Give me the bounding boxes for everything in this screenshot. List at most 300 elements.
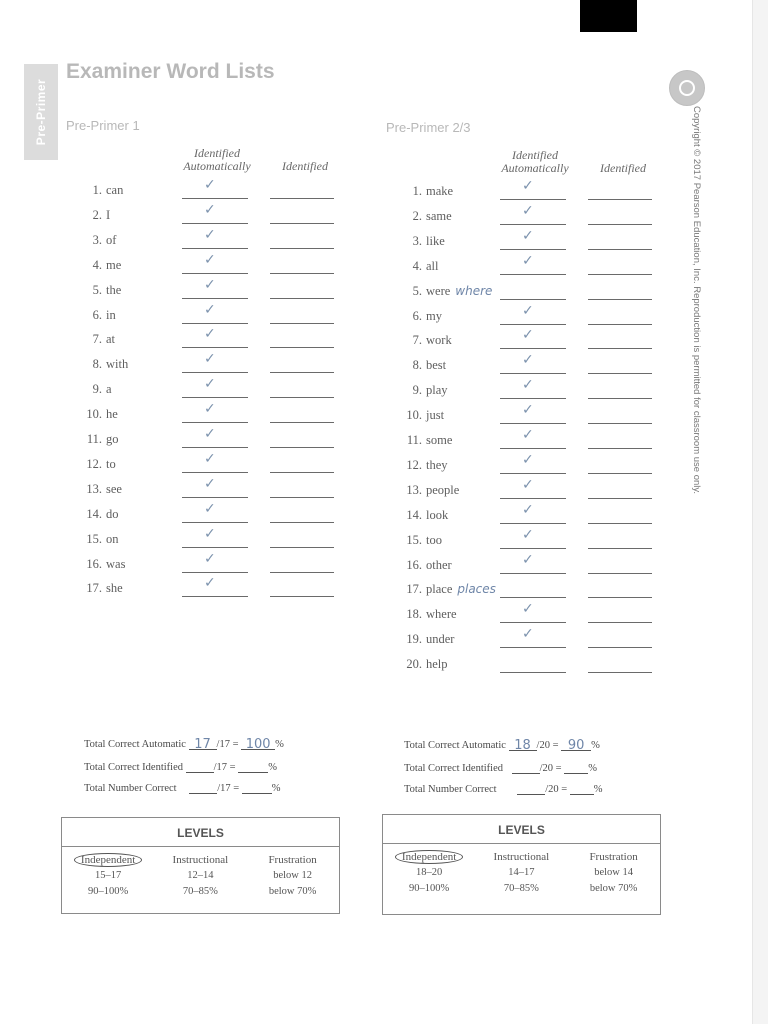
word-number: 5. — [92, 282, 102, 297]
identified-answer-line[interactable] — [588, 324, 652, 325]
word-number: 2. — [92, 207, 102, 222]
word-text — [426, 383, 448, 398]
word-row — [386, 458, 506, 480]
identified-answer-line[interactable] — [588, 224, 652, 225]
word-text — [106, 258, 121, 273]
word-label: where — [426, 607, 457, 622]
word-row — [66, 283, 186, 305]
check-mark-icon: ✓ — [204, 401, 216, 418]
word-label: best — [426, 358, 447, 373]
level-frustration-pct: below 70% — [589, 883, 638, 894]
word-label: do — [106, 506, 119, 521]
identified-answer-line[interactable] — [270, 422, 334, 423]
identified-answer-line[interactable] — [588, 373, 652, 374]
check-mark-icon: ✓ — [522, 427, 534, 443]
word-number: 4. — [92, 257, 102, 272]
identified-answer-line[interactable] — [270, 372, 334, 373]
check-mark-icon: ✓ — [522, 252, 534, 269]
word-label: other — [426, 557, 452, 572]
word-label: under — [426, 632, 455, 647]
word-number: 4. — [412, 258, 422, 273]
word-text — [106, 382, 112, 397]
identified-answer-line[interactable] — [270, 273, 334, 274]
word-row — [386, 333, 506, 355]
copyright-text: Copyright © 2017 Pearson Education, Inc. Reproduction is permitted for classroom use only. — [691, 106, 702, 495]
identified-answer-line[interactable] — [270, 522, 334, 523]
word-label: look — [426, 507, 449, 522]
check-mark-icon: ✓ — [204, 226, 216, 243]
automatic-answer-line[interactable] — [182, 547, 248, 548]
word-label: to — [106, 456, 116, 471]
word-label: a — [106, 382, 112, 397]
word-number: 1. — [412, 184, 422, 198]
identified-answer-line[interactable] — [270, 497, 334, 498]
automatic-answer-line[interactable] — [500, 224, 566, 225]
word-number: 10. — [406, 408, 422, 423]
word-label: they — [426, 457, 448, 472]
automatic-answer-line[interactable] — [182, 347, 248, 348]
word-text — [426, 333, 452, 348]
section-title-left: Pre-Primer 1 — [66, 118, 140, 133]
level-instructional — [154, 852, 246, 900]
col-head-auto-left: Identified Automatically — [183, 146, 251, 173]
total-automatic-right — [404, 738, 600, 751]
word-text — [426, 284, 492, 299]
check-mark-icon: ✓ — [522, 601, 534, 618]
word-text — [106, 332, 115, 347]
automatic-answer-line[interactable] — [500, 498, 566, 499]
word-text — [106, 308, 116, 323]
automatic-answer-line[interactable] — [182, 596, 248, 597]
total-automatic-label: Total Correct Automatic — [404, 740, 506, 751]
word-row — [386, 358, 506, 380]
identified-answer-line[interactable] — [588, 473, 652, 474]
word-label: she — [106, 581, 123, 596]
word-text — [106, 581, 123, 596]
word-number: 9. — [412, 383, 422, 398]
automatic-answer-line[interactable] — [500, 348, 566, 349]
word-row — [386, 284, 506, 306]
automatic-answer-line[interactable] — [500, 647, 566, 648]
word-row — [386, 259, 506, 281]
check-mark-icon: ✓ — [204, 301, 216, 318]
word-row — [66, 507, 186, 529]
word-label: at — [106, 332, 116, 347]
identified-answer-line[interactable] — [588, 348, 652, 349]
word-text — [106, 557, 125, 572]
copyright-notice — [688, 106, 706, 495]
pct-sign: % — [268, 762, 277, 773]
identified-answer-line[interactable] — [270, 547, 334, 548]
word-row — [66, 457, 186, 479]
check-mark-icon: ✓ — [522, 551, 534, 568]
automatic-answer-line[interactable] — [182, 522, 248, 523]
word-text — [426, 632, 454, 647]
check-mark-icon: ✓ — [204, 276, 216, 293]
automatic-answer-line[interactable] — [182, 422, 248, 423]
word-label: some — [426, 433, 453, 447]
total-automatic-denom: /20 = — [536, 740, 559, 751]
automatic-answer-line[interactable] — [182, 372, 248, 373]
identified-answer-line[interactable] — [270, 347, 334, 348]
level-instructional-label: Instructional — [172, 854, 229, 866]
col-head-ident-left: Identified — [282, 159, 328, 173]
word-label: in — [106, 307, 116, 322]
automatic-answer-line[interactable] — [500, 373, 566, 374]
word-text — [106, 482, 122, 497]
word-number: 8. — [92, 357, 102, 372]
word-number: 9. — [92, 382, 102, 397]
word-text — [426, 209, 452, 224]
level-instructional-label: Instructional — [493, 851, 550, 863]
word-text — [106, 507, 119, 522]
word-text — [106, 208, 110, 223]
word-text — [106, 183, 123, 198]
level-frustration-label: Frustration — [589, 851, 638, 863]
check-mark-icon: ✓ — [204, 351, 216, 368]
identified-answer-line[interactable] — [270, 298, 334, 299]
handwritten-response: where — [455, 283, 493, 298]
section-title-right: Pre-Primer 2/3 — [386, 120, 471, 135]
word-text — [106, 407, 118, 422]
side-tab — [24, 64, 58, 160]
level-frustration — [567, 849, 659, 897]
level-independent-range: 15–17 — [94, 870, 122, 881]
check-mark-icon: ✓ — [204, 550, 216, 567]
check-mark-icon: ✓ — [204, 575, 216, 592]
automatic-answer-line[interactable] — [182, 447, 248, 448]
word-row — [66, 432, 186, 454]
automatic-answer-line[interactable] — [500, 573, 566, 574]
word-number: 7. — [412, 333, 422, 348]
level-instructional-range: 14–17 — [508, 867, 535, 878]
identified-answer-line[interactable] — [270, 572, 334, 573]
automatic-answer-line[interactable] — [182, 572, 248, 573]
word-text — [426, 607, 457, 622]
word-number: 11. — [86, 432, 102, 446]
pct-sign: % — [593, 784, 603, 795]
identified-answer-line[interactable] — [588, 423, 652, 424]
word-row — [386, 184, 506, 206]
automatic-answer-line[interactable] — [500, 597, 566, 598]
word-number: 10. — [86, 407, 102, 422]
check-mark-icon: ✓ — [204, 177, 216, 193]
total-identified-right — [404, 761, 597, 774]
check-mark-icon: ✓ — [522, 178, 534, 194]
automatic-answer-line[interactable] — [500, 622, 566, 623]
word-number: 2. — [412, 208, 422, 223]
word-text — [426, 433, 452, 448]
automatic-answer-line[interactable] — [500, 473, 566, 474]
identified-answer-line[interactable] — [270, 323, 334, 324]
word-label: go — [106, 432, 119, 446]
automatic-answer-line[interactable] — [182, 223, 248, 224]
word-row — [386, 483, 506, 505]
level-frustration-range: below 14 — [594, 867, 633, 878]
word-text — [426, 558, 452, 573]
word-number: 1. — [92, 183, 102, 197]
identified-answer-line[interactable] — [588, 398, 652, 399]
identified-answer-line[interactable] — [270, 596, 334, 597]
identified-answer-line[interactable] — [588, 647, 652, 648]
total-automatic-left — [84, 737, 284, 750]
word-number: 7. — [92, 332, 102, 347]
check-mark-icon: ✓ — [522, 451, 534, 468]
level-instructional-range: 12–14 — [187, 870, 214, 881]
identified-answer-line[interactable] — [270, 198, 334, 199]
automatic-answer-line[interactable] — [182, 273, 248, 274]
automatic-answer-line[interactable] — [182, 472, 248, 473]
level-frustration-label: Frustration — [268, 854, 317, 866]
automatic-answer-line[interactable] — [500, 548, 566, 549]
redaction-box — [580, 0, 637, 32]
automatic-answer-line[interactable] — [500, 249, 566, 250]
word-number: 18. — [406, 607, 422, 622]
levels-table-left — [61, 817, 340, 914]
word-number: 8. — [412, 358, 422, 373]
automatic-answer-line[interactable] — [500, 324, 566, 325]
automatic-answer-line[interactable] — [182, 323, 248, 324]
check-mark-icon: ✓ — [204, 500, 216, 517]
identified-answer-line[interactable] — [588, 274, 652, 275]
levels-title: LEVELS — [383, 815, 660, 844]
identified-answer-line[interactable] — [588, 498, 652, 499]
total-number-left — [84, 781, 281, 794]
pct-sign: % — [591, 740, 600, 751]
word-number: 12. — [86, 456, 102, 471]
word-row — [386, 607, 506, 629]
automatic-answer-line[interactable] — [500, 274, 566, 275]
word-row — [386, 558, 506, 580]
total-identified-denom: /20 = — [539, 763, 562, 774]
level-independent — [62, 852, 154, 900]
word-text — [426, 533, 442, 548]
check-mark-icon: ✓ — [204, 326, 216, 343]
publisher-logo — [669, 70, 705, 106]
word-number: 17. — [406, 582, 422, 597]
word-row — [386, 234, 506, 256]
identified-answer-line[interactable] — [588, 448, 652, 449]
check-mark-icon: ✓ — [522, 501, 534, 518]
check-mark-icon: ✓ — [204, 450, 216, 467]
word-label: all — [426, 258, 439, 273]
word-text — [426, 508, 448, 523]
identified-answer-line[interactable] — [270, 397, 334, 398]
word-label: see — [106, 481, 122, 496]
word-number: 12. — [406, 457, 422, 472]
total-number-denom: /20 = — [545, 784, 568, 795]
word-label: of — [106, 232, 117, 247]
word-number: 6. — [92, 307, 102, 322]
automatic-answer-line[interactable] — [182, 497, 248, 498]
word-row — [66, 482, 186, 504]
word-number: 11. — [406, 433, 422, 447]
automatic-answer-line[interactable] — [500, 672, 566, 673]
level-independent-label: Independent — [395, 850, 463, 864]
word-label: same — [426, 208, 452, 223]
word-text — [106, 457, 116, 472]
word-number: 3. — [412, 233, 422, 248]
automatic-answer-line[interactable] — [500, 398, 566, 399]
word-label: make — [426, 184, 454, 198]
word-row — [66, 233, 186, 255]
word-row — [66, 258, 186, 280]
level-independent-pct: 90–100% — [87, 886, 129, 897]
total-identified-label: Total Correct Identified — [84, 762, 183, 773]
word-text — [106, 283, 121, 298]
automatic-answer-line[interactable] — [500, 448, 566, 449]
level-independent-pct: 90–100% — [408, 883, 450, 894]
word-label: I — [106, 207, 111, 222]
word-row — [386, 533, 506, 555]
word-row — [66, 308, 186, 330]
word-label: my — [426, 308, 442, 323]
word-row — [66, 208, 186, 230]
level-independent-label: Independent — [74, 853, 142, 867]
automatic-answer-line[interactable] — [500, 299, 566, 300]
word-number: 15. — [406, 532, 422, 547]
identified-answer-line[interactable] — [588, 548, 652, 549]
identified-answer-line[interactable] — [588, 622, 652, 623]
check-mark-icon: ✓ — [204, 525, 216, 542]
word-text — [426, 458, 448, 473]
col-head-ident-right: Identified — [600, 161, 646, 175]
automatic-answer-line[interactable] — [500, 199, 566, 200]
word-text — [426, 309, 442, 324]
word-text — [426, 582, 496, 597]
word-number: 13. — [86, 481, 102, 496]
automatic-answer-line[interactable] — [182, 397, 248, 398]
word-number: 3. — [92, 232, 102, 247]
check-mark-icon: ✓ — [204, 251, 216, 268]
identified-answer-line[interactable] — [270, 472, 334, 473]
check-mark-icon: ✓ — [204, 201, 216, 218]
page-edge — [752, 0, 768, 1024]
word-text — [426, 259, 439, 274]
identified-answer-line[interactable] — [588, 523, 652, 524]
word-text — [426, 483, 459, 498]
word-text — [106, 357, 128, 372]
total-number-label: Total Number Correct — [404, 784, 497, 795]
pct-sign: % — [275, 739, 284, 750]
level-frustration-range: below 12 — [273, 870, 312, 881]
word-row — [66, 382, 186, 404]
word-row — [66, 557, 186, 579]
word-number: 17. — [86, 581, 102, 596]
check-mark-icon: ✓ — [522, 402, 534, 419]
pct-sign: % — [271, 783, 281, 794]
word-text — [106, 432, 119, 447]
col-head-auto-right: Identified Automatically — [501, 148, 569, 175]
word-text — [426, 184, 453, 199]
total-number-right — [404, 782, 603, 795]
level-independent — [383, 849, 475, 897]
identified-answer-line[interactable] — [270, 223, 334, 224]
word-number: 20. — [406, 657, 422, 672]
level-independent-range: 18–20 — [415, 867, 443, 878]
word-row — [386, 408, 506, 430]
total-automatic-score: 18 — [514, 738, 531, 753]
word-number: 6. — [412, 308, 422, 323]
word-label: place — [426, 582, 453, 597]
total-automatic-denom: /17 = — [216, 739, 239, 750]
word-label: can — [106, 183, 124, 197]
level-frustration-pct: below 70% — [268, 886, 317, 897]
automatic-answer-line[interactable] — [500, 523, 566, 524]
level-instructional — [475, 849, 567, 897]
word-label: on — [106, 531, 119, 546]
total-identified-label: Total Correct Identified — [404, 763, 503, 774]
check-mark-icon: ✓ — [204, 475, 216, 492]
total-automatic-label: Total Correct Automatic — [84, 739, 186, 750]
check-mark-icon: ✓ — [204, 426, 216, 442]
check-mark-icon: ✓ — [522, 202, 534, 219]
total-identified-denom: /17 = — [213, 762, 236, 773]
side-tab-label: Pre-Primer — [34, 78, 48, 146]
automatic-answer-line[interactable] — [182, 298, 248, 299]
word-row — [386, 433, 506, 455]
page-title: Examiner Word Lists — [66, 60, 275, 83]
identified-answer-line[interactable] — [588, 597, 652, 598]
check-mark-icon: ✓ — [522, 626, 534, 643]
pct-sign: % — [588, 763, 597, 774]
total-automatic-score: 17 — [194, 737, 211, 752]
word-row — [66, 183, 186, 205]
identified-answer-line[interactable] — [588, 299, 652, 300]
check-mark-icon: ✓ — [522, 302, 534, 319]
check-mark-icon: ✓ — [522, 227, 534, 244]
level-instructional-pct: 70–85% — [182, 886, 218, 897]
word-label: just — [426, 408, 445, 423]
identified-answer-line[interactable] — [588, 672, 652, 673]
word-label: people — [426, 482, 460, 497]
check-mark-icon: ✓ — [522, 327, 534, 344]
levels-title: LEVELS — [62, 818, 339, 847]
word-label: with — [106, 357, 129, 372]
word-number: 15. — [86, 531, 102, 546]
levels-table-right — [382, 814, 661, 915]
word-row — [66, 332, 186, 354]
word-label: the — [106, 282, 122, 297]
word-row — [386, 632, 506, 654]
word-row — [386, 582, 506, 604]
automatic-answer-line[interactable] — [182, 248, 248, 249]
word-label: work — [426, 333, 452, 348]
word-label: was — [106, 556, 126, 571]
identified-answer-line[interactable] — [270, 447, 334, 448]
word-row — [66, 532, 186, 554]
word-row — [386, 383, 506, 405]
identified-answer-line[interactable] — [270, 248, 334, 249]
level-frustration — [246, 852, 338, 900]
identified-answer-line[interactable] — [588, 199, 652, 200]
automatic-answer-line[interactable] — [500, 423, 566, 424]
check-mark-icon: ✓ — [522, 476, 534, 493]
word-number: 19. — [406, 632, 422, 647]
identified-answer-line[interactable] — [588, 573, 652, 574]
automatic-answer-line[interactable] — [182, 198, 248, 199]
word-text — [426, 408, 444, 423]
word-number: 14. — [86, 506, 102, 521]
word-text — [106, 233, 116, 248]
word-text — [426, 358, 446, 373]
word-label: like — [426, 233, 445, 248]
check-mark-icon: ✓ — [522, 352, 534, 369]
identified-answer-line[interactable] — [588, 249, 652, 250]
word-row — [66, 407, 186, 429]
word-row — [66, 581, 186, 603]
word-text — [426, 657, 448, 672]
